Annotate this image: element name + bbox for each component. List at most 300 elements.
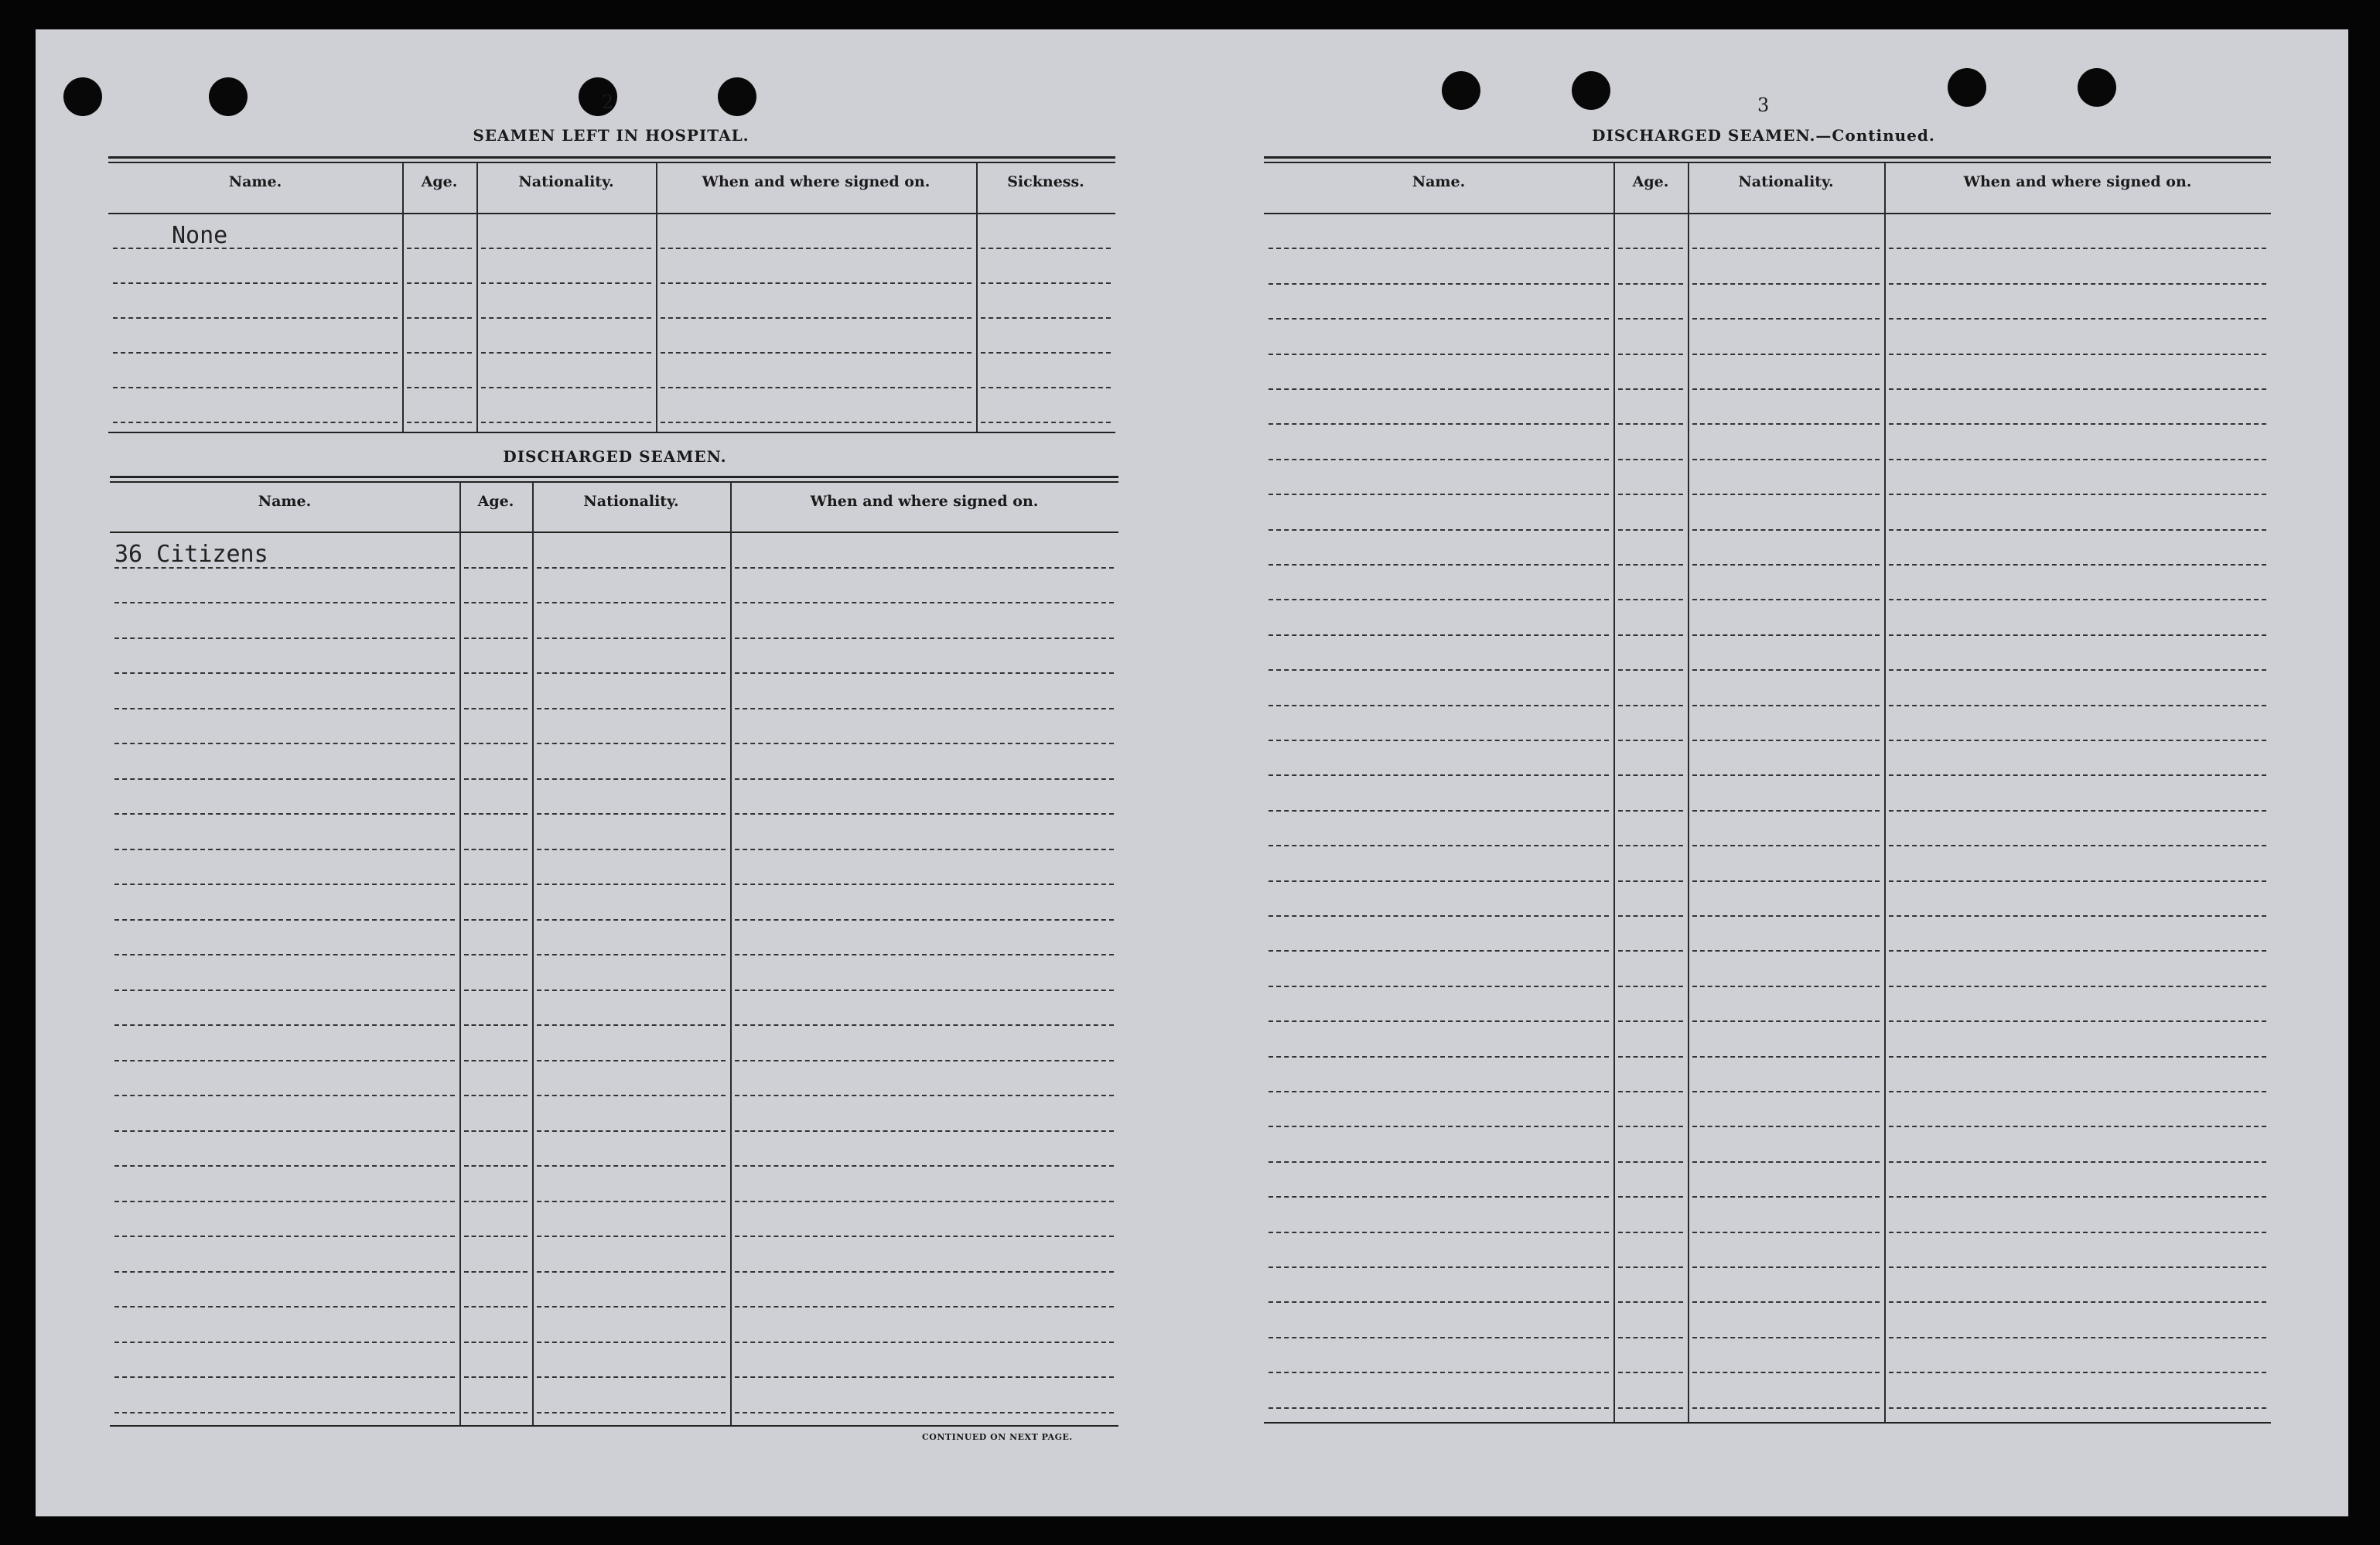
row-line bbox=[537, 1130, 726, 1132]
row-line bbox=[1618, 1301, 1683, 1303]
column-header: Name. bbox=[1412, 173, 1466, 190]
row-line bbox=[537, 1095, 726, 1096]
row-line bbox=[481, 317, 651, 319]
row-line bbox=[481, 248, 651, 249]
row-line bbox=[114, 1306, 455, 1307]
row-line bbox=[735, 637, 1114, 639]
row-line bbox=[1692, 1126, 1880, 1127]
row-line bbox=[464, 1024, 528, 1026]
row-line bbox=[1889, 986, 2266, 987]
hospital-section-title: SEAMEN LEFT IN HOSPITAL. bbox=[473, 126, 750, 145]
row-line bbox=[464, 743, 528, 744]
column-divider bbox=[1613, 162, 1615, 1422]
row-line bbox=[1692, 564, 1880, 566]
row-line bbox=[537, 990, 726, 991]
table-top-rule bbox=[110, 481, 1118, 483]
row-line bbox=[537, 1165, 726, 1167]
column-divider bbox=[976, 162, 978, 432]
row-line bbox=[1889, 634, 2266, 636]
column-header: Age. bbox=[421, 173, 458, 190]
row-line bbox=[1889, 915, 2266, 917]
row-line bbox=[537, 1024, 726, 1026]
row-line bbox=[114, 919, 455, 921]
row-line bbox=[1692, 283, 1880, 285]
page-number: 2 bbox=[602, 91, 614, 113]
row-line bbox=[464, 990, 528, 991]
row-line bbox=[1692, 248, 1880, 249]
row-line bbox=[1618, 1232, 1683, 1233]
row-line bbox=[1618, 669, 1683, 671]
row-line bbox=[464, 1376, 528, 1378]
row-line bbox=[1889, 1372, 2266, 1373]
row-line bbox=[1618, 1266, 1683, 1268]
row-line bbox=[1269, 423, 1609, 425]
row-line bbox=[1889, 388, 2266, 390]
row-line bbox=[464, 1271, 528, 1273]
row-line bbox=[537, 1342, 726, 1343]
column-header: Nationality. bbox=[583, 493, 679, 510]
row-line bbox=[1269, 705, 1609, 706]
row-line bbox=[1269, 529, 1609, 531]
row-line bbox=[1889, 354, 2266, 355]
row-line bbox=[1618, 740, 1683, 741]
row-line bbox=[735, 990, 1114, 991]
row-line bbox=[735, 1201, 1114, 1202]
row-line bbox=[1692, 1372, 1880, 1373]
row-line bbox=[481, 282, 651, 284]
row-line bbox=[464, 1236, 528, 1237]
row-line bbox=[1889, 740, 2266, 741]
row-line bbox=[537, 567, 726, 569]
row-line bbox=[1269, 459, 1609, 460]
row-line bbox=[981, 352, 1111, 354]
row-line bbox=[1889, 1020, 2266, 1022]
row-line bbox=[114, 1412, 455, 1413]
row-line bbox=[981, 282, 1111, 284]
row-line bbox=[1269, 669, 1609, 671]
row-line bbox=[1618, 1407, 1683, 1409]
row-line bbox=[537, 708, 726, 709]
row-line bbox=[735, 778, 1114, 780]
row-line bbox=[661, 387, 971, 388]
row-line bbox=[114, 1095, 455, 1096]
row-line bbox=[1269, 1126, 1609, 1127]
row-line bbox=[113, 317, 398, 319]
table-bottom-rule bbox=[110, 1425, 1118, 1427]
column-divider bbox=[532, 482, 534, 1425]
row-line bbox=[114, 849, 455, 850]
row-line bbox=[464, 708, 528, 709]
row-line bbox=[661, 248, 971, 249]
row-line bbox=[1618, 1056, 1683, 1058]
row-line bbox=[113, 352, 398, 354]
row-line bbox=[1618, 564, 1683, 566]
row-line bbox=[114, 954, 455, 955]
row-line bbox=[464, 602, 528, 603]
punch-hole bbox=[718, 77, 756, 116]
row-line bbox=[1692, 1020, 1880, 1022]
row-line bbox=[407, 352, 472, 354]
row-line bbox=[1889, 564, 2266, 566]
punch-hole bbox=[1948, 68, 1986, 107]
row-line bbox=[407, 317, 472, 319]
row-line bbox=[1889, 669, 2266, 671]
row-line bbox=[1889, 283, 2266, 285]
row-line bbox=[1692, 1091, 1880, 1092]
row-line bbox=[1692, 1337, 1880, 1338]
row-line bbox=[1269, 354, 1609, 355]
row-line bbox=[464, 672, 528, 674]
row-line bbox=[1692, 669, 1880, 671]
row-line bbox=[1889, 845, 2266, 846]
row-line bbox=[1618, 705, 1683, 706]
row-line bbox=[1269, 1196, 1609, 1198]
row-line bbox=[1269, 986, 1609, 987]
row-line bbox=[735, 672, 1114, 674]
row-line bbox=[1618, 599, 1683, 600]
row-line bbox=[114, 743, 455, 744]
column-divider bbox=[459, 482, 461, 1425]
row-line bbox=[114, 708, 455, 709]
left-page bbox=[36, 29, 1196, 1516]
row-line bbox=[407, 248, 472, 249]
row-line bbox=[1692, 354, 1880, 355]
row-line bbox=[537, 1201, 726, 1202]
row-line bbox=[1692, 880, 1880, 882]
row-line bbox=[1618, 845, 1683, 846]
row-line bbox=[1692, 459, 1880, 460]
row-line bbox=[1889, 1407, 2266, 1409]
row-line bbox=[1889, 318, 2266, 320]
row-line bbox=[1889, 1266, 2266, 1268]
row-line bbox=[1618, 248, 1683, 249]
row-line bbox=[1692, 986, 1880, 987]
row-line bbox=[464, 1095, 528, 1096]
row-line bbox=[1269, 388, 1609, 390]
row-line bbox=[1269, 950, 1609, 952]
row-line bbox=[114, 1024, 455, 1026]
row-line bbox=[407, 387, 472, 388]
row-line bbox=[981, 422, 1111, 423]
row-line bbox=[464, 849, 528, 850]
row-line bbox=[1889, 529, 2266, 531]
row-line bbox=[1692, 599, 1880, 600]
punch-hole bbox=[63, 77, 102, 116]
row-line bbox=[537, 1306, 726, 1307]
row-line bbox=[1269, 1091, 1609, 1092]
row-line bbox=[1618, 529, 1683, 531]
row-line bbox=[1692, 318, 1880, 320]
discharged-section-title: DISCHARGED SEAMEN. bbox=[503, 447, 727, 466]
row-line bbox=[114, 1165, 455, 1167]
table-top-rule bbox=[110, 476, 1118, 478]
row-line bbox=[1269, 1161, 1609, 1163]
row-line bbox=[114, 602, 455, 603]
row-line bbox=[1269, 810, 1609, 812]
column-divider bbox=[1688, 162, 1689, 1422]
table-header-rule bbox=[110, 532, 1118, 533]
row-line bbox=[113, 248, 398, 249]
column-header: Nationality. bbox=[518, 173, 614, 190]
row-line bbox=[735, 1060, 1114, 1061]
row-line bbox=[1269, 634, 1609, 636]
row-line bbox=[735, 602, 1114, 603]
row-line bbox=[1269, 1407, 1609, 1409]
row-line bbox=[537, 778, 726, 780]
row-line bbox=[1692, 774, 1880, 776]
page-number: 3 bbox=[1757, 94, 1770, 116]
row-line bbox=[1692, 740, 1880, 741]
row-line bbox=[1269, 599, 1609, 600]
row-line bbox=[1618, 283, 1683, 285]
row-line bbox=[661, 317, 971, 319]
column-header: When and where signed on. bbox=[1963, 173, 2192, 190]
row-line bbox=[1618, 1161, 1683, 1163]
row-line bbox=[1889, 459, 2266, 460]
column-header: Age. bbox=[1632, 173, 1669, 190]
typed-entry: None bbox=[172, 222, 228, 249]
table-bottom-rule bbox=[1264, 1422, 2271, 1424]
row-line bbox=[735, 743, 1114, 744]
row-line bbox=[1692, 388, 1880, 390]
row-line bbox=[1269, 1301, 1609, 1303]
column-divider bbox=[656, 162, 657, 432]
column-header: Age. bbox=[477, 493, 514, 510]
row-line bbox=[1618, 880, 1683, 882]
row-line bbox=[1692, 494, 1880, 495]
row-line bbox=[114, 637, 455, 639]
row-line bbox=[1889, 494, 2266, 495]
row-line bbox=[537, 1271, 726, 1273]
table-top-rule bbox=[1264, 156, 2271, 159]
row-line bbox=[1269, 880, 1609, 882]
row-line bbox=[1889, 1091, 2266, 1092]
row-line bbox=[735, 1095, 1114, 1096]
column-divider bbox=[730, 482, 732, 1425]
row-line bbox=[464, 1060, 528, 1061]
row-line bbox=[464, 1412, 528, 1413]
row-line bbox=[114, 672, 455, 674]
row-line bbox=[537, 884, 726, 885]
row-line bbox=[1618, 423, 1683, 425]
row-line bbox=[735, 1271, 1114, 1273]
row-line bbox=[1269, 1056, 1609, 1058]
row-line bbox=[735, 1165, 1114, 1167]
row-line bbox=[1618, 986, 1683, 987]
continued-note: CONTINUED ON NEXT PAGE. bbox=[922, 1432, 1073, 1442]
row-line bbox=[661, 422, 971, 423]
row-line bbox=[1269, 494, 1609, 495]
row-line bbox=[735, 1306, 1114, 1307]
row-line bbox=[1269, 845, 1609, 846]
row-line bbox=[537, 672, 726, 674]
table-top-rule bbox=[1264, 162, 2271, 163]
row-line bbox=[464, 1306, 528, 1307]
table-header-rule bbox=[1264, 213, 2271, 214]
row-line bbox=[114, 778, 455, 780]
row-line bbox=[1889, 599, 2266, 600]
row-line bbox=[464, 637, 528, 639]
row-line bbox=[1692, 915, 1880, 917]
row-line bbox=[1618, 810, 1683, 812]
row-line bbox=[735, 919, 1114, 921]
row-line bbox=[1889, 1232, 2266, 1233]
column-divider bbox=[1884, 162, 1886, 1422]
row-line bbox=[735, 708, 1114, 709]
row-line bbox=[537, 1236, 726, 1237]
row-line bbox=[1692, 1056, 1880, 1058]
column-header: Sickness. bbox=[1007, 173, 1084, 190]
row-line bbox=[537, 919, 726, 921]
row-line bbox=[1889, 774, 2266, 776]
row-line bbox=[1692, 1161, 1880, 1163]
row-line bbox=[114, 1342, 455, 1343]
row-line bbox=[1618, 1126, 1683, 1127]
row-line bbox=[537, 743, 726, 744]
row-line bbox=[464, 567, 528, 569]
row-line bbox=[464, 1130, 528, 1132]
row-line bbox=[735, 1412, 1114, 1413]
typed-entry: 36 Citizens bbox=[114, 541, 268, 568]
row-line bbox=[661, 282, 971, 284]
row-line bbox=[537, 1376, 726, 1378]
continued-section-title: DISCHARGED SEAMEN.—Continued. bbox=[1592, 126, 1935, 145]
row-line bbox=[1618, 1196, 1683, 1198]
right-page bbox=[1196, 29, 2348, 1516]
row-line bbox=[114, 1376, 455, 1378]
row-line bbox=[1618, 1020, 1683, 1022]
punch-hole bbox=[1442, 71, 1480, 110]
row-line bbox=[1889, 705, 2266, 706]
row-line bbox=[464, 1342, 528, 1343]
table-bottom-rule bbox=[108, 432, 1115, 433]
row-line bbox=[1692, 423, 1880, 425]
row-line bbox=[1269, 283, 1609, 285]
row-line bbox=[1692, 950, 1880, 952]
row-line bbox=[114, 1201, 455, 1202]
row-line bbox=[735, 884, 1114, 885]
row-line bbox=[537, 637, 726, 639]
row-line bbox=[1269, 248, 1609, 249]
row-line bbox=[1889, 880, 2266, 882]
row-line bbox=[735, 1130, 1114, 1132]
row-line bbox=[464, 919, 528, 921]
row-line bbox=[1889, 1196, 2266, 1198]
row-line bbox=[1618, 318, 1683, 320]
row-line bbox=[1618, 1337, 1683, 1338]
row-line bbox=[1269, 318, 1609, 320]
row-line bbox=[537, 1412, 726, 1413]
column-header: When and where signed on. bbox=[810, 493, 1039, 510]
row-line bbox=[481, 387, 651, 388]
row-line bbox=[464, 1201, 528, 1202]
row-line bbox=[1269, 1372, 1609, 1373]
row-line bbox=[735, 1342, 1114, 1343]
row-line bbox=[1618, 1091, 1683, 1092]
row-line bbox=[537, 954, 726, 955]
row-line bbox=[113, 282, 398, 284]
row-line bbox=[113, 422, 398, 423]
row-line bbox=[407, 422, 472, 423]
row-line bbox=[114, 1130, 455, 1132]
table-top-rule bbox=[108, 162, 1115, 163]
row-line bbox=[537, 813, 726, 815]
column-header: Nationality. bbox=[1738, 173, 1834, 190]
row-line bbox=[1889, 423, 2266, 425]
row-line bbox=[1889, 1056, 2266, 1058]
row-line bbox=[735, 567, 1114, 569]
row-line bbox=[981, 248, 1111, 249]
row-line bbox=[464, 954, 528, 955]
row-line bbox=[407, 282, 472, 284]
row-line bbox=[1889, 1337, 2266, 1338]
column-header: Name. bbox=[258, 493, 312, 510]
row-line bbox=[735, 1376, 1114, 1378]
row-line bbox=[113, 387, 398, 388]
row-line bbox=[661, 352, 971, 354]
row-line bbox=[537, 1060, 726, 1061]
row-line bbox=[464, 778, 528, 780]
row-line bbox=[481, 352, 651, 354]
column-header: When and where signed on. bbox=[702, 173, 930, 190]
row-line bbox=[1618, 1372, 1683, 1373]
row-line bbox=[1618, 915, 1683, 917]
row-line bbox=[114, 1060, 455, 1061]
row-line bbox=[1692, 1407, 1880, 1409]
row-line bbox=[735, 813, 1114, 815]
row-line bbox=[1618, 388, 1683, 390]
row-line bbox=[1269, 1337, 1609, 1338]
row-line bbox=[1692, 529, 1880, 531]
row-line bbox=[464, 813, 528, 815]
row-line bbox=[1692, 810, 1880, 812]
row-line bbox=[735, 1236, 1114, 1237]
row-line bbox=[1692, 1232, 1880, 1233]
row-line bbox=[1618, 634, 1683, 636]
row-line bbox=[1269, 915, 1609, 917]
row-line bbox=[1889, 1126, 2266, 1127]
row-line bbox=[1889, 248, 2266, 249]
row-line bbox=[1692, 1266, 1880, 1268]
row-line bbox=[735, 954, 1114, 955]
row-line bbox=[981, 317, 1111, 319]
row-line bbox=[735, 849, 1114, 850]
column-header: Name. bbox=[228, 173, 282, 190]
row-line bbox=[464, 884, 528, 885]
row-line bbox=[1269, 774, 1609, 776]
row-line bbox=[1889, 950, 2266, 952]
row-line bbox=[1269, 564, 1609, 566]
row-line bbox=[1692, 1301, 1880, 1303]
row-line bbox=[464, 1165, 528, 1167]
punch-hole bbox=[2078, 68, 2116, 107]
row-line bbox=[1269, 1266, 1609, 1268]
row-line bbox=[1618, 494, 1683, 495]
punch-hole bbox=[1572, 71, 1610, 110]
row-line bbox=[735, 1024, 1114, 1026]
column-divider bbox=[402, 162, 404, 432]
row-line bbox=[114, 813, 455, 815]
row-line bbox=[1692, 634, 1880, 636]
row-line bbox=[1618, 354, 1683, 355]
row-line bbox=[1889, 1161, 2266, 1163]
row-line bbox=[114, 1271, 455, 1273]
row-line bbox=[1618, 774, 1683, 776]
row-line bbox=[1692, 705, 1880, 706]
row-line bbox=[981, 387, 1111, 388]
row-line bbox=[481, 422, 651, 423]
row-line bbox=[537, 602, 726, 603]
